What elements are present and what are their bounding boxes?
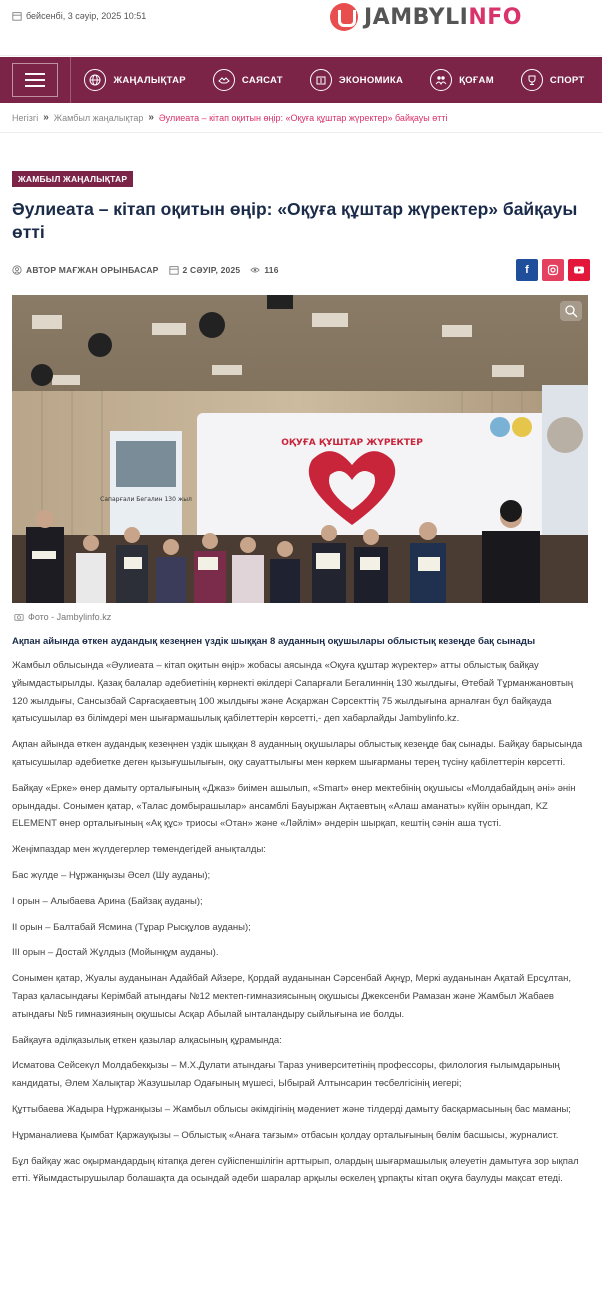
article-title: Әулиеата – кітап оқитын өңір: «Оқуға құштар жүректер» байқауы өтті [12, 199, 578, 242]
globe-icon [84, 69, 106, 91]
article-paragraph: Сонымен қатар, Жуалы ауданынан Адайбай Айзере, Қордай ауданынан Сәрсенбай Ақнұр, Меркі ауданынан Ақатай Ерсұлтан, Тараз қаласындағы Керімбай атындағы №12 мектеп-гимназиясының оқушысы Джексенби Рамазан және Жамбыл Жабаев атындағы №5 гимназияның оқушысы Асқар Абылай ынталандыру сыйлығына ие болды. [12, 973, 572, 1020]
article-paragraph: Байқау «Ерке» өнер дамыту орталығының «Джаз» биімен ашылып, «Smart» өнер мектебінің оқушысы «Молдабайдың әні» әнін орындады. Сонымен қатар, «Талас домбырашылар» ансамблі Бауыржан Ақтаевтың «Алаш аманаты» күйін орындап, KZ ELEMENT өнер орталығының «Ақ құс» триосы «Отан» және «Ләйлім» әндерін шырқап, кештің сәнін аша түсті. [12, 782, 576, 830]
calendar-icon [169, 265, 179, 275]
nav-label: ЖАҢАЛЫҚТАР [113, 74, 186, 86]
site-logo[interactable] [330, 3, 522, 31]
nav-item-news[interactable] [84, 69, 185, 91]
banner-text: ОҚУҒА ҚҰШТАР ЖҮРЕКТЕР [281, 438, 423, 448]
nav-label: САЯСАТ [241, 74, 283, 86]
article-photo[interactable] [12, 295, 588, 603]
menu-button[interactable] [12, 63, 58, 97]
breadcrumb [0, 103, 602, 133]
nav-label: ЭКОНОМИКА [338, 74, 404, 86]
article-paragraph: Исматова Сейсекүл Молдабекқызы – М.Х.Дулати атындағы Тараз университетінің профессоры, филология ғылымдарының кандидаты, Әлем Халықтар Жазушылар Одағының мүшесі, Ыбырай Алтынсарин төсбелгісінің иегері; [12, 1060, 560, 1090]
calendar-icon [12, 11, 22, 21]
youtube-icon[interactable] [568, 259, 590, 281]
breadcrumb-section[interactable]: Жамбыл жаңалықтар [53, 112, 144, 123]
logo-text: JAMBYLINFO [364, 4, 522, 30]
article-paragraph: Ақпан айында өткен аудандық кезеңнен үздік шыққан 8 ауданның оқушылары облыстық кезеңде бақ сынады. Байқау барысында қатысушылар әдебиетке деген қызығушылығын, оқу сауаттылығы мен көркем шығарманы терең түсіну қабілеттерін көрсетті. [12, 739, 583, 768]
category-badge[interactable]: ЖАМБЫЛ ЖАҢАЛЫҚТАР [12, 171, 133, 187]
breadcrumb-current: Әулиеата – кітап оқитын өңір: «Оқуға құштар жүректер» байқауы өтті [158, 112, 448, 123]
event-photo-illustration [12, 295, 588, 603]
camera-icon [14, 612, 24, 622]
logo-mark-icon [330, 3, 358, 31]
article-paragraph: Байқауға әділқазылық еткен қазылар алқасының құрамында: [12, 1034, 282, 1046]
article-paragraph: Бас жүлде – Нұржанқызы Әсел (Шу ауданы); [12, 869, 211, 881]
money-icon [310, 69, 332, 91]
publish-date: 2 СӘУІР, 2025 [169, 265, 241, 275]
article [0, 133, 602, 1188]
photo-caption: Фото - Jambylinfo.kz [12, 603, 590, 625]
trophy-icon [521, 69, 543, 91]
article-paragraph: І орын – Алыбаева Арина (Байзақ ауданы); [12, 895, 203, 907]
article-paragraph: Жеңімпаздар мен жүлдегерлер төмендегідей анықталды: [12, 844, 266, 856]
nav-item-politics[interactable] [213, 69, 283, 91]
chevron-right-icon: » [148, 112, 154, 123]
nav-label: ҚОҒАМ [459, 74, 494, 86]
chevron-right-icon: » [43, 112, 49, 123]
portrait-caption: Сапарғали Бегалин 130 жыл [100, 496, 192, 503]
facebook-icon[interactable]: f [516, 259, 538, 281]
main-nav [0, 57, 602, 103]
article-paragraph: Құттыбаева Жадыра Нұржанқызы – Жамбыл облысы әкімдігінің мәдениет және тілдерді дамыту басқармасының бас маманы; [12, 1103, 571, 1115]
article-paragraph: ІІ орын – Балтабай Ясмина (Тұрар Рысқұлов ауданы); [12, 921, 251, 933]
date-text: бейсенбі, 3 сәуір, 2025 10:51 [26, 11, 147, 21]
nav-label: СПОРТ [549, 74, 585, 86]
top-bar [0, 0, 602, 56]
article-paragraph: ІІІ орын – Достай Жұлдыз (Мойынқұм ауданы). [12, 947, 219, 959]
handshake-icon [213, 69, 235, 91]
zoom-icon[interactable] [560, 301, 582, 321]
current-date [12, 11, 146, 21]
article-paragraph: Бұл байқау жас оқырмандардың кітапқа деген сүйіспеншілігін арттырып, олардың шығармашылық әлеуетін дамытуға зор ықпал етті. Ұйымдастырушылар болашақта да осындай әдеби шаралар арқылы өскелең ұрпақты кітап оқуға баулуды мақсат етеді. [12, 1155, 579, 1185]
nav-item-society[interactable] [430, 69, 494, 91]
article-lead: Ақпан айында өткен аудандық кезеңнен үздік шыққан 8 ауданның оқушылары облыстық кезеңде бақ сынады [12, 636, 536, 647]
instagram-icon[interactable] [542, 259, 564, 281]
people-icon [430, 69, 452, 91]
view-count: 116 [250, 265, 278, 275]
article-paragraph: Нұрманалиева Қымбат Қаржауқызы – Облыстық «Анаға тағзым» отбасын қолдау орталығының бөлім басшысы, журналист. [12, 1129, 559, 1141]
author[interactable]: АВТОР МАҒЖАН ОРЫНБАСАР [12, 265, 159, 275]
nav-item-economy[interactable] [310, 69, 403, 91]
user-icon [12, 265, 22, 275]
article-meta [12, 258, 590, 282]
eye-icon [250, 265, 260, 275]
breadcrumb-home[interactable]: Негізгі [12, 112, 39, 123]
share-buttons [516, 259, 590, 281]
nav-item-sport[interactable] [521, 69, 585, 91]
article-paragraph: Жамбыл облысында «Әулиеата – кітап оқитын өңір» жобасы аясында «Оқуға құштар жүректер» атты облыстық байқау ұйымдастырылды. Қазақ балалар әдебиетінің көрнекті өкілдері Сапарғали Бегалиннің 130 жылдығы, Өтебай Тұрманжановтың 120 жылдығы, Сансызбай Сарғасқаевтың 100 жылдығы және Асқаржан Сәрсекттің 75 жылдығына арналған бұл байқауда қатысушылар өз білімдері мен шығармашылық қабілеттерін көрсетті,- деп хабарлайды Jambylinfo.kz. [12, 660, 574, 725]
